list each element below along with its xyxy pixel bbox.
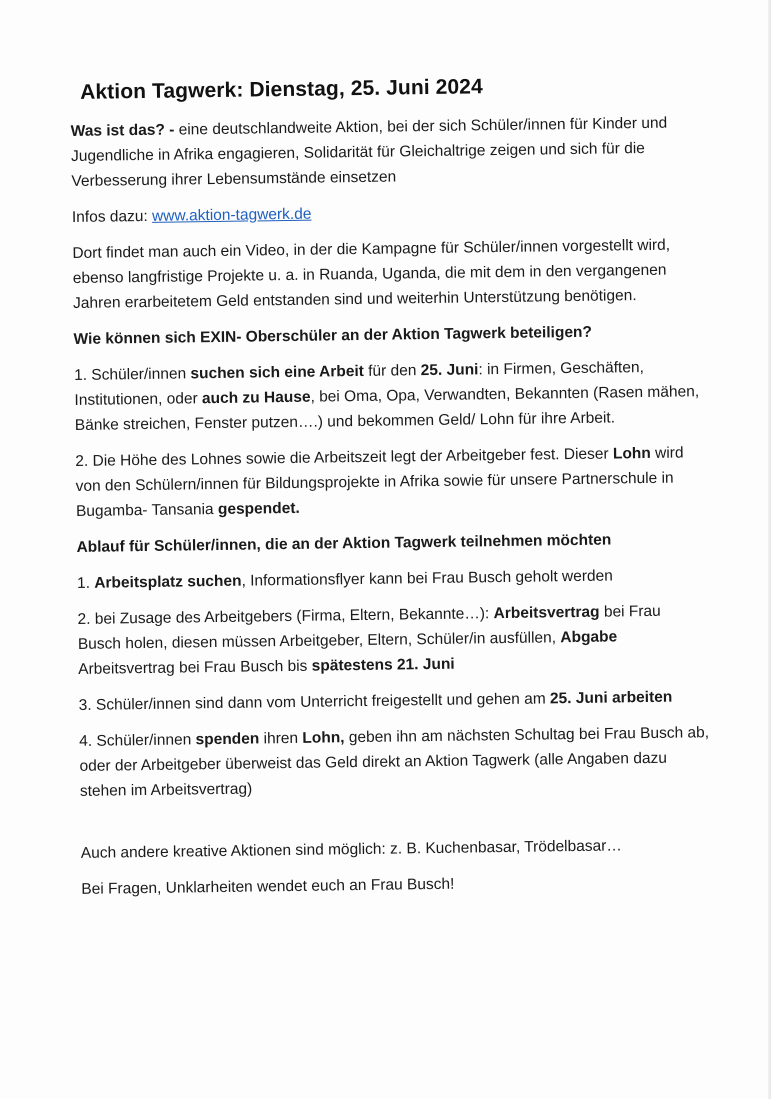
bold-segment: 25. Juni arbeiten	[549, 688, 673, 708]
intro-paragraph	[71, 110, 702, 194]
other-actions-note: Auch andere kreative Aktionen sind möglich: z. B. Kuchenbasar, Trödelbasar…	[80, 837, 622, 862]
procedure-step-2	[77, 598, 708, 682]
procedure-step-3	[79, 684, 709, 718]
bold-segment: gespendet.	[217, 499, 300, 518]
bold-segment: Lohn	[612, 444, 651, 463]
flyer-content	[70, 71, 712, 913]
text-segment: 1. Schüler/innen	[74, 365, 191, 384]
video-paragraph: Dort findet man auch ein Video, in der die Kampagne für Schüler/innen vorgestellt wird, ebenso langfristige Projekte u. a. in Ruanda, Uganda, die mit dem in den vergangenen Jahren erarbeitetem Geld entstanden sind und weiterhin Unterstützung benötigen.	[72, 236, 671, 312]
text-segment: 1.	[76, 574, 95, 592]
text-segment: geben ihn am nächsten Schultag bei Frau Busch ab, oder der Arbeitgeber überweist das Geld direkt an Aktion Tagwerk (alle Angaben dazu stehen im Arbeitsvertrag)	[79, 724, 710, 800]
questions-note: Bei Fragen, Unklarheiten wendet euch an Frau Busch!	[81, 875, 455, 898]
text-segment: ihren	[259, 729, 303, 748]
participation-item-1	[74, 354, 705, 438]
text-segment: : in Firmen, Geschäften, Institutionen, oder	[74, 359, 644, 409]
intro-text: eine deutschlandweite Aktion, bei der sich Schüler/innen für Kinder und Jugendliche in Afrika engagieren, Solidarität für Gleichaltrige zeigen und sich für die Verbesserung ihrer Lebensumstände einsetzen	[70, 114, 668, 190]
bold-segment: Arbeitsvertrag	[493, 603, 600, 623]
bold-segment: spenden	[195, 730, 260, 749]
section-heading-procedure: Ablauf für Schüler/innen, die an der Aktion Tagwerk teilnehmen möchten	[76, 531, 612, 556]
page-title: Aktion Tagwerk: Dienstag, 25. Juni 2024	[80, 75, 483, 104]
bold-segment: spätestens 21. Juni	[311, 655, 455, 675]
intro-label: Was ist das? -	[70, 121, 175, 140]
aktion-tagwerk-link[interactable]: www.aktion-tagwerk.de	[151, 205, 312, 225]
infos-label: Infos dazu:	[71, 207, 153, 226]
bold-segment: Abgabe	[560, 628, 618, 647]
bold-segment: 25. Juni	[420, 361, 479, 380]
section-heading-participation: Wie können sich EXIN- Oberschüler an der Aktion Tagwerk beteiligen?	[73, 323, 593, 348]
text-segment: wird von den Schülern/innen für Bildungsprojekte in Afrika sowie für unsere Partnerschule in Bugamba- Tansania	[75, 444, 684, 520]
text-segment: , Informationsflyer kann bei Frau Busch geholt werden	[241, 567, 613, 590]
bold-segment: auch zu Hause	[201, 388, 311, 408]
text-segment: für den	[363, 362, 421, 380]
procedure-step-1	[77, 562, 707, 596]
bold-segment: suchen sich eine Arbeit	[190, 362, 364, 383]
text-segment: Arbeitsvertrag bei Frau Busch bis	[78, 657, 312, 678]
text-segment: , bei Oma, Opa, Verwandten, Bekannten (Rasen mähen, Bänke streichen, Fenster putzen….) und bekommen Geld/ Lohn für ihre Arbeit.	[74, 383, 700, 434]
bold-segment: Lohn,	[302, 729, 345, 747]
text-segment: 4. Schüler/innen	[79, 731, 196, 750]
text-segment: bei Frau Busch holen, diesen müssen Arbeitgeber, Eltern, Schüler/in ausfüllen,	[77, 602, 661, 653]
text-segment: 3. Schüler/innen sind dann vom Unterricht freigestellt und gehen am	[78, 690, 551, 714]
bold-segment: Arbeitsplatz suchen	[94, 572, 242, 592]
text-segment: 2. bei Zusage des Arbeitgebers (Firma, Eltern, Bekannte…):	[77, 605, 494, 628]
text-segment: 2. Die Höhe des Lohnes sowie die Arbeitszeit legt der Arbeitgeber fest. Dieser	[75, 445, 614, 470]
infos-line	[72, 196, 702, 230]
participation-item-2	[75, 440, 706, 524]
procedure-step-4	[79, 720, 710, 804]
